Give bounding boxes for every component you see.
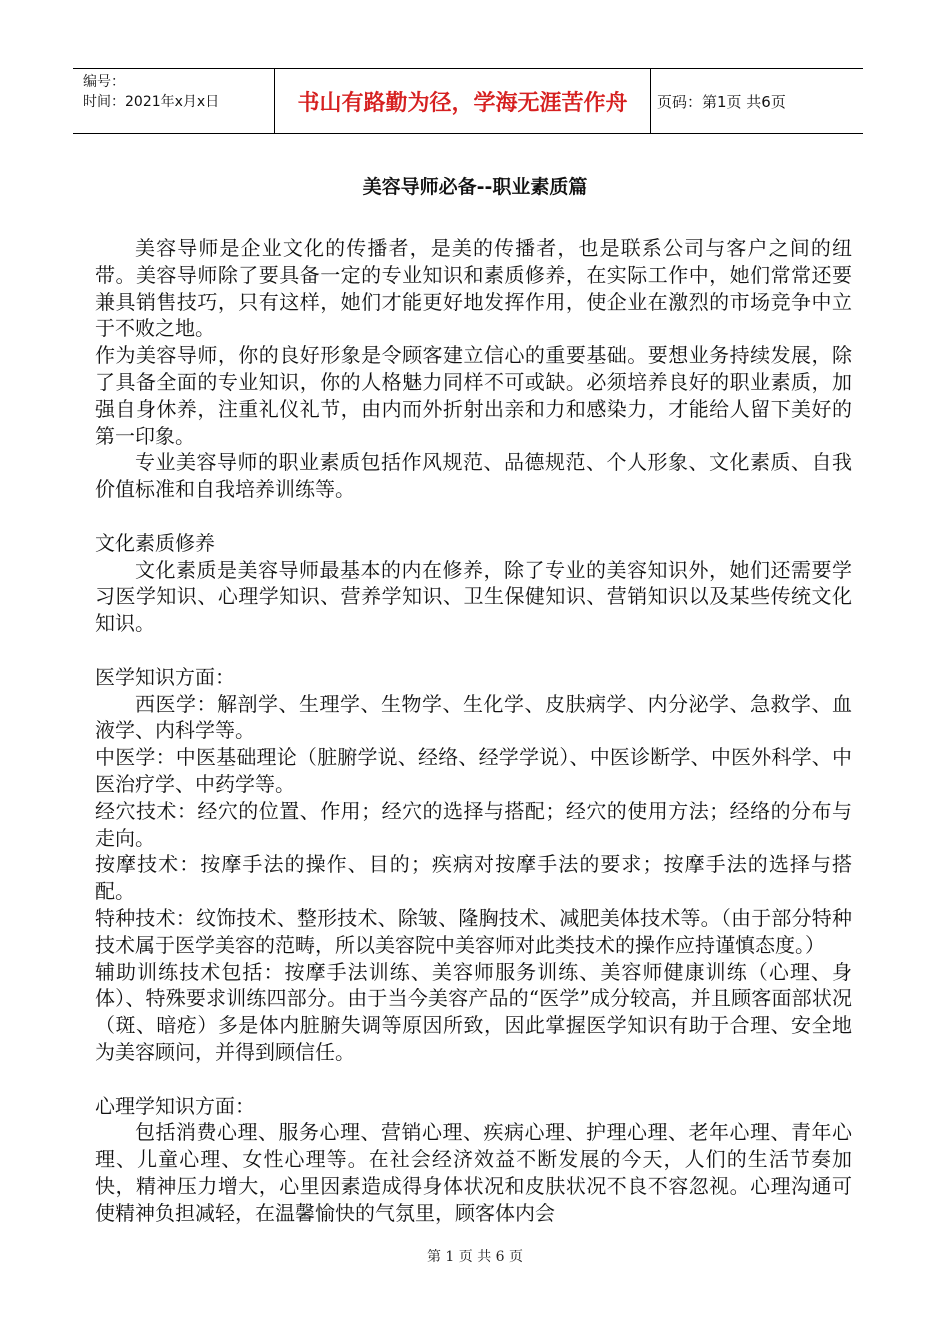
- paragraph-massage: 按摩技术：按摩手法的操作、目的；疾病对按摩手法的要求；按摩手法的选择与搭配。: [95, 852, 852, 904]
- paragraph-image: 作为美容导师，你的良好形象是令顾客建立信心的重要基础。要想业务持续发展，除了具备全面的专业知识，你的人格魅力同样不可或缺。必须培养良好的职业素质，加强自身休养，注重礼仪礼节，由内而外折射出亲和力和感染力，才能给人留下美好的第一印象。: [95, 343, 852, 448]
- paragraph-acupoint: 经穴技术：经穴的位置、作用；经穴的选择与搭配；经穴的使用方法；经络的分布与走向。: [95, 798, 852, 850]
- paragraph-auxiliary-training: 辅助训练技术包括：按摩手法训练、美容师服务训练、美容师健康训练（心理、身体）、特殊要求训练四部分。由于当今美容产品的“医学”成分较高，并且顾客面部状况（斑、暗疮）多是体内脏腑失调等原因所致，因此掌握医学知识有助于合理、安全地为美容顾问，并得到顾信任。: [95, 959, 852, 1064]
- paragraph-chinese-medicine: 中医学：中医基础理论（脏腑学说、经络、经学学说）、中医诊断学、中医外科学、中医治疗学、中药学等。: [95, 745, 852, 796]
- paragraph-special-tech: 特种技术：纹饰技术、整形技术、除皱、隆胸技术、减肥美体技术等。（由于部分特种技术属于医学美容的范畴，所以美容院中美容师对此类技术的操作应持谨慎态度。）: [95, 905, 852, 957]
- header-page-info: 页码：第1页 共6页: [657, 92, 786, 111]
- paragraph-intro: 美容导师是企业文化的传播者，是美的传播者，也是联系公司与客户之间的纽带。美容导师除了要具备一定的专业知识和素质修养，在实际工作中，她们常常还要兼具销售技巧，只有这样，她们才能更好地发挥作用，使企业在激烈的市场竞争中立于不败之地。: [95, 236, 852, 341]
- section-heading-medical: 医学知识方面：: [95, 664, 235, 689]
- paragraph-western-medicine: 西医学：解剖学、生理学、生物学、生化学、皮肤病学、内分泌学、急救学、血液学、内科学等。: [95, 691, 852, 743]
- section-heading-culture: 文化素质修养: [95, 530, 215, 555]
- header-table: [73, 68, 863, 134]
- page-footer: 第 1 页 共 6 页: [426, 1249, 524, 1265]
- document-number-label: 编号：: [83, 74, 125, 90]
- blank-line: [95, 503, 852, 530]
- paragraph-culture: 文化素质是美容导师最基本的内在修养，除了专业的美容知识外，她们还需要学习医学知识、心理学知识、营养学知识、卫生保健知识、营销知识以及某些传统文化知识。: [95, 557, 852, 636]
- document-time-label: 时间：2021年x月x日: [83, 94, 220, 110]
- blank-line: [95, 637, 852, 664]
- blank-line: [95, 1066, 852, 1093]
- section-heading-psychology: 心理学知识方面：: [95, 1093, 255, 1118]
- header-motto: 书山有路勤为径，学海无涯苦作舟: [275, 69, 651, 133]
- paragraph-psychology: 包括消费心理、服务心理、营销心理、疾病心理、护理心理、老年心理、青年心理、儿童心理、女性心理等。在社会经济效益不断发展的今天，人们的生活节奏加快，精神压力增大，心里因素造成得身体状况和皮肤状况不良不容忽视。心理沟通可使精神负担减轻，在温馨愉快的气氛里，顾客体内会: [95, 1120, 852, 1225]
- document-title: 美容导师必备--职业素质篇: [362, 176, 588, 198]
- header-meta-cell: [73, 69, 275, 133]
- paragraph-qualities: 专业美容导师的职业素质包括作风规范、品德规范、个人形象、文化素质、自我价值标准和自我培养训练等。: [95, 450, 852, 502]
- document-body: [95, 235, 852, 1226]
